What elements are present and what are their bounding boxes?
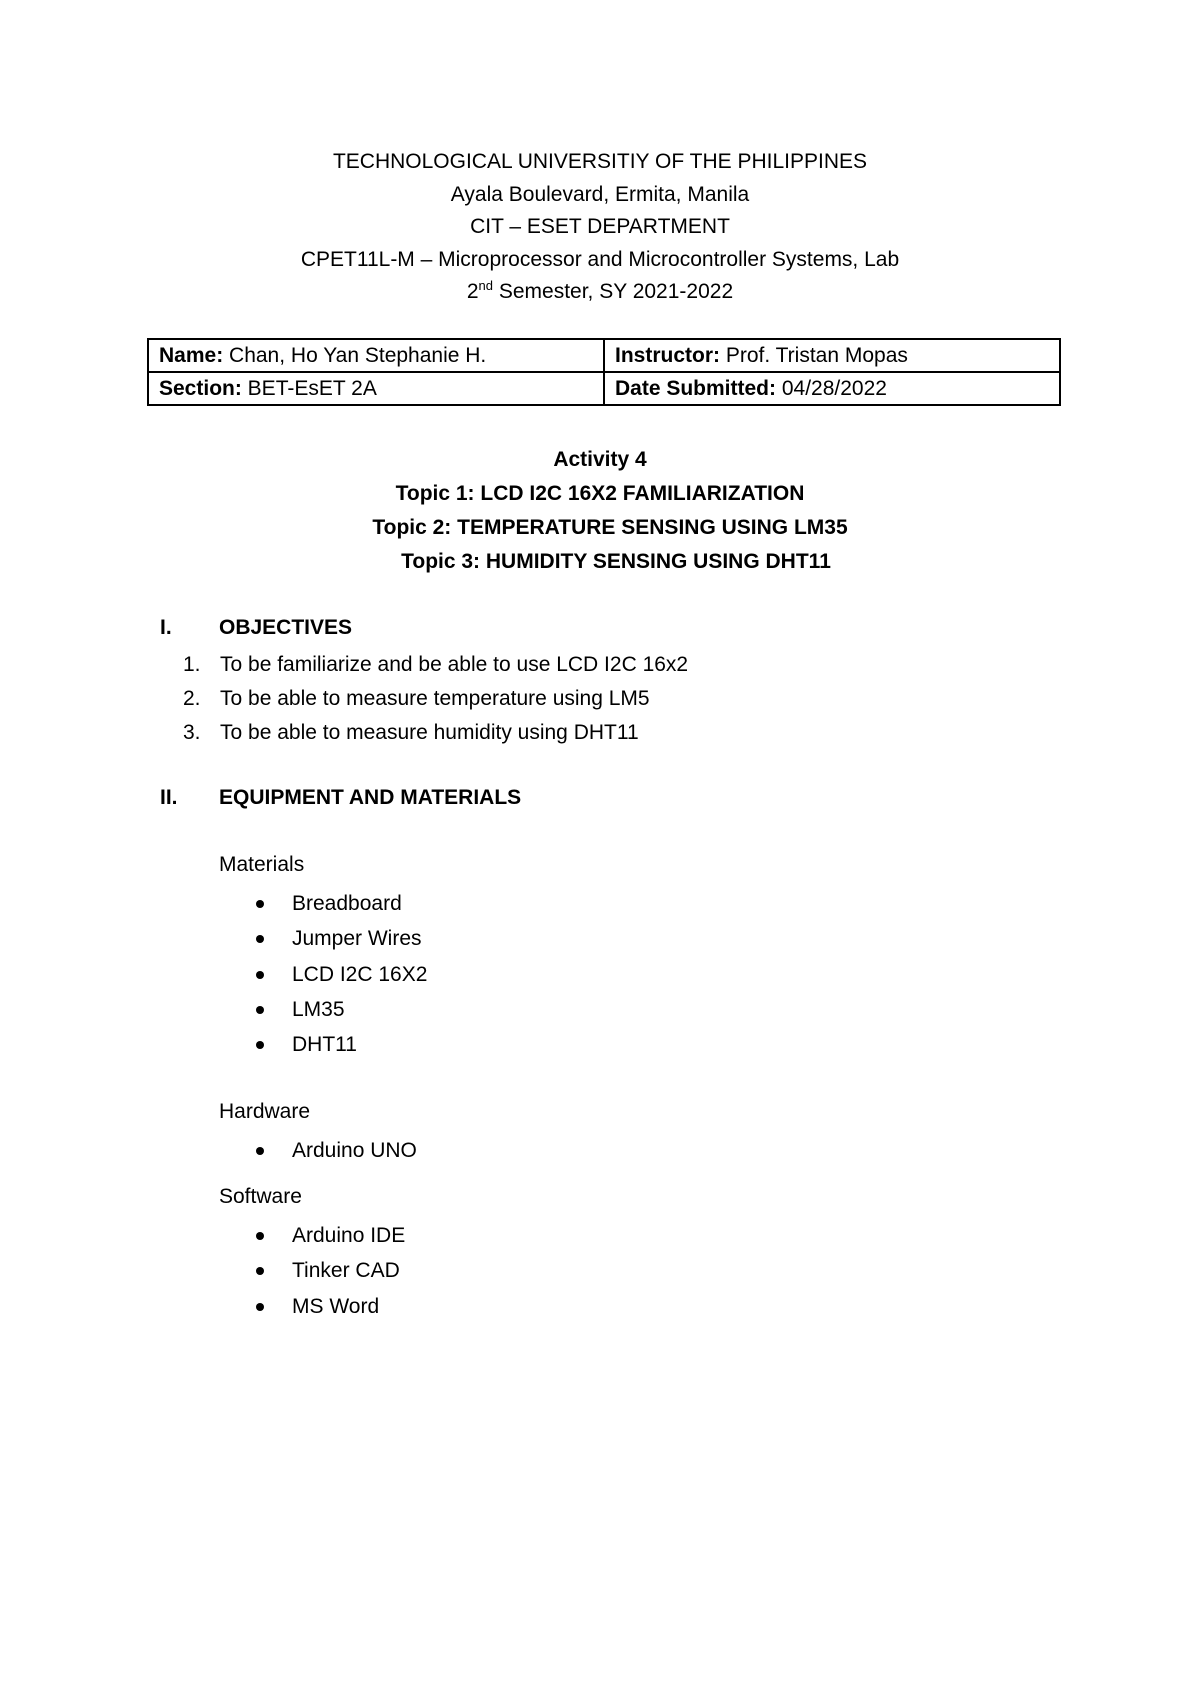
university-name: TECHNOLOGICAL UNIVERSITIY OF THE PHILIPPINES [332, 150, 868, 173]
semester-text: Semester, SY 2021-2022 [493, 280, 734, 303]
item-text: Arduino UNO [292, 1139, 417, 1162]
hardware-list [256, 1133, 417, 1168]
item-text: DHT11 [292, 1033, 357, 1057]
university-address: Ayala Boulevard, Ermita, Manila [450, 182, 750, 206]
topic-3: Topic 3: HUMIDITY SENSING USING DHT11 [401, 550, 831, 573]
hardware-label: Hardware [219, 1100, 311, 1123]
item-number: 1. [183, 653, 201, 676]
semester-number: 2 [466, 280, 479, 303]
course-title: CPET11L-M – Microprocessor and Microcontroller Systems, Lab [300, 247, 900, 271]
software-list [256, 1218, 405, 1324]
list-item [256, 1289, 405, 1324]
item-text: To be able to measure humidity using DHT11 [220, 721, 639, 744]
materials-label: Materials [219, 853, 305, 876]
activity-title: Activity 4 [553, 448, 647, 471]
date-label: Date Submitted: [615, 376, 777, 400]
item-number: 3. [183, 721, 201, 744]
bullet-icon [256, 1147, 264, 1155]
objectives-number: I. [160, 616, 172, 639]
topic-2: Topic 2: TEMPERATURE SENSING USING LM35 [372, 516, 848, 539]
item-text: Jumper Wires [292, 927, 422, 951]
instructor-value: Prof. Tristan Mopas [720, 343, 908, 367]
semester-line [0, 276, 1200, 309]
list-item [183, 648, 688, 682]
item-text: LM35 [292, 997, 345, 1021]
list-item [256, 1027, 427, 1062]
bullet-icon [256, 935, 264, 943]
item-number: 2. [183, 687, 201, 710]
list-item [256, 992, 427, 1027]
student-info-table [147, 338, 1061, 406]
item-text: To be familiarize and be able to use LCD I2C 16x2 [220, 653, 689, 676]
equipment-title: EQUIPMENT AND MATERIALS [219, 786, 522, 809]
department-name: CIT – ESET DEPARTMENT [470, 215, 730, 238]
materials-list [256, 886, 427, 1062]
bullet-icon [256, 1041, 264, 1049]
list-item [256, 921, 427, 956]
semester-ordinal: nd [478, 278, 494, 293]
objectives-title: OBJECTIVES [219, 616, 353, 639]
section-cell [148, 372, 604, 405]
date-value: 04/28/2022 [776, 376, 887, 400]
objectives-list [183, 648, 688, 750]
bullet-icon [256, 1303, 264, 1311]
instructor-cell [604, 339, 1060, 372]
info-row [148, 339, 1060, 372]
section-label: Section: [159, 376, 242, 400]
bullet-icon [256, 1006, 264, 1014]
list-item [256, 886, 427, 921]
document-header [0, 146, 1200, 309]
list-item [256, 1133, 417, 1168]
item-text: Arduino IDE [292, 1224, 406, 1247]
topic-1: Topic 1: LCD I2C 16X2 FAMILIARIZATION [395, 482, 805, 505]
info-row [148, 372, 1060, 405]
list-item [256, 1253, 405, 1288]
software-label: Software [219, 1185, 302, 1208]
list-item [183, 716, 688, 750]
instructor-label: Instructor: [615, 343, 720, 367]
bullet-icon [256, 1232, 264, 1240]
date-cell [604, 372, 1060, 405]
list-item [256, 957, 427, 992]
list-item [256, 1218, 405, 1253]
item-text: Tinker CAD [292, 1259, 400, 1283]
name-label: Name: [159, 343, 224, 367]
equipment-number: II. [160, 786, 178, 809]
bullet-icon [256, 971, 264, 979]
section-value: BET-EsET 2A [241, 376, 377, 400]
item-text: To be able to measure temperature using LM5 [220, 687, 650, 710]
bullet-icon [256, 900, 264, 908]
item-text: Breadboard [292, 892, 402, 915]
name-cell [148, 339, 604, 372]
bullet-icon [256, 1267, 264, 1275]
item-text: MS Word [292, 1294, 380, 1318]
list-item [183, 682, 688, 716]
name-value: Chan, Ho Yan Stephanie H. [223, 343, 487, 367]
item-text: LCD I2C 16X2 [292, 962, 428, 986]
activity-block [0, 443, 1200, 579]
